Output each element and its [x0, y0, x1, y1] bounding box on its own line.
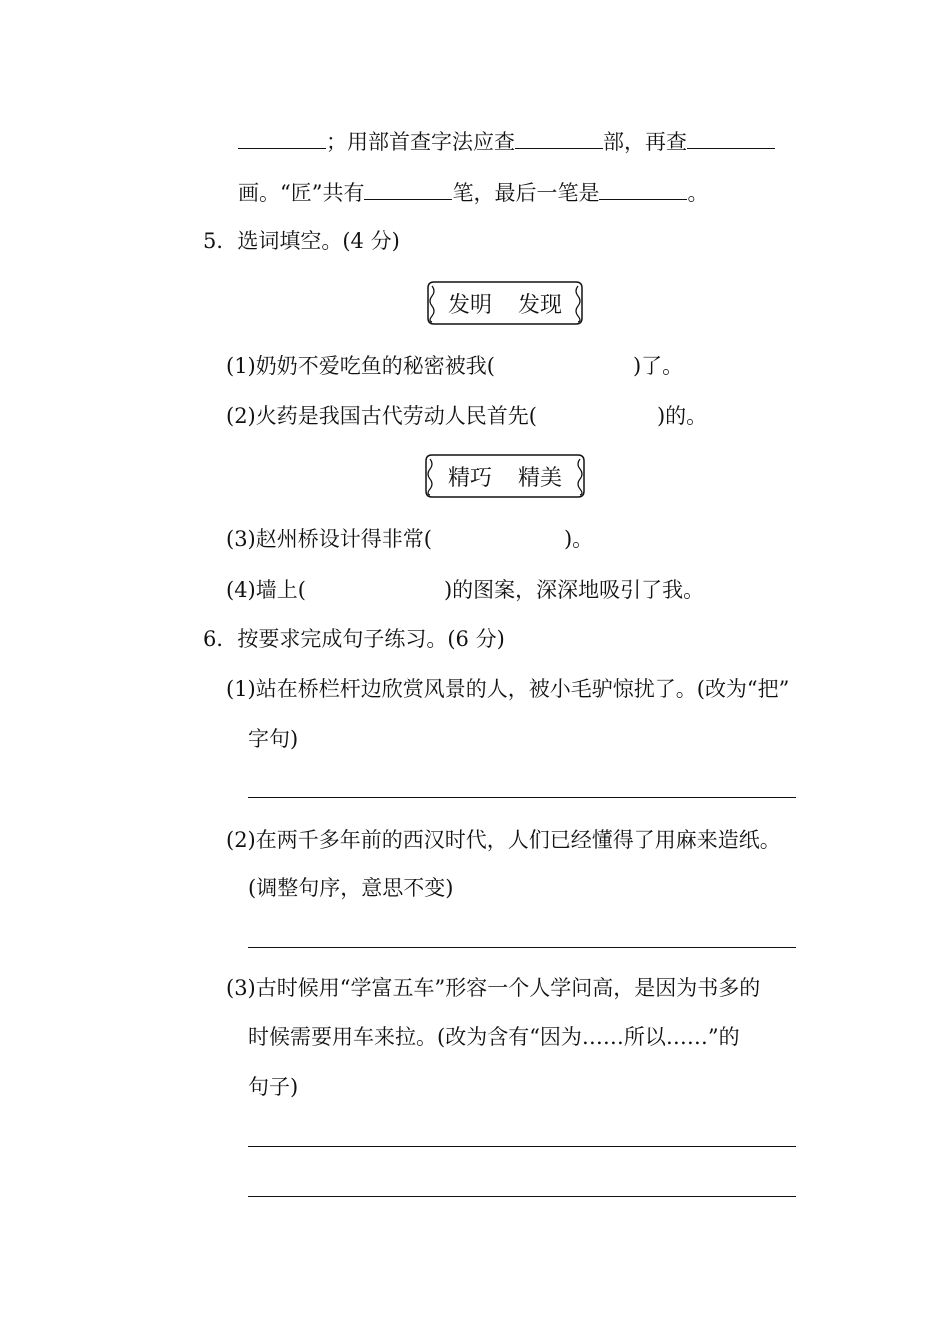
q4-text: 画。“匠”共有 [238, 181, 365, 205]
q5-title: 5．选词填空。(4 分) [203, 229, 400, 253]
q5-item-1 [226, 351, 683, 381]
q6-item-3-line-3: 句子) [248, 1075, 299, 1099]
q4-text: 部，再查 [603, 130, 687, 154]
item-text: )的。 [656, 404, 708, 428]
item-text: (4)墙上( [226, 578, 306, 602]
word-choices [426, 278, 584, 328]
q5-item-4 [226, 575, 704, 605]
q5-item-2 [226, 401, 707, 431]
item-text: )的图案，深深地吸引了我。 [443, 578, 705, 602]
q6-item-3-line-1: (3)古时候用“学富五车”形容一个人学问高，是因为书多的 [226, 976, 761, 1000]
answer-blank[interactable] [238, 126, 326, 149]
q6-item-1-line-1: (1)站在桥栏杆边欣赏风景的人，被小毛驴惊扰了。(改为“把” [226, 677, 790, 701]
q4-line-1 [238, 126, 775, 157]
q4-line-2 [238, 177, 708, 208]
q6-item-2-line-2: (调整句序，意思不变) [248, 876, 454, 900]
answer-blank[interactable] [515, 126, 603, 149]
answer-blank[interactable] [364, 177, 452, 200]
answer-line[interactable] [248, 1146, 796, 1147]
item-text: )了。 [632, 354, 684, 378]
answer-blank[interactable] [687, 126, 775, 149]
answer-line[interactable] [248, 797, 796, 798]
answer-blank[interactable] [599, 177, 687, 200]
answer-line[interactable] [248, 947, 796, 948]
word-choice: 精巧 [447, 465, 492, 491]
word-choice: 发现 [518, 292, 563, 318]
item-text: (3)赵州桥设计得非常( [226, 527, 432, 551]
q4-text: 。 [687, 181, 709, 205]
q6-title: 6．按要求完成句子练习。(6 分) [203, 627, 505, 651]
word-box-2 [424, 451, 586, 501]
q6-item-1-line-2: 字句) [248, 727, 299, 751]
item-text: (2)火药是我国古代劳动人民首先( [226, 404, 537, 428]
q4-text: 笔，最后一笔是 [452, 181, 600, 205]
word-choice: 发明 [447, 292, 492, 318]
word-box-1 [426, 278, 584, 328]
q6-item-2-line-1: (2)在两千多年前的西汉时代，人们已经懂得了用麻来造纸。 [226, 828, 781, 852]
word-choice: 精美 [518, 465, 563, 491]
word-choices [424, 451, 586, 501]
item-text: )。 [563, 527, 594, 551]
q4-text: ；用部首查字法应查 [326, 130, 515, 154]
answer-line[interactable] [248, 1196, 796, 1197]
q5-item-3 [226, 524, 593, 554]
q6-item-3-line-2: 时候需要用车来拉。(改为含有“因为……所以……”的 [248, 1025, 740, 1049]
item-text: (1)奶奶不爱吃鱼的秘密被我( [226, 354, 495, 378]
